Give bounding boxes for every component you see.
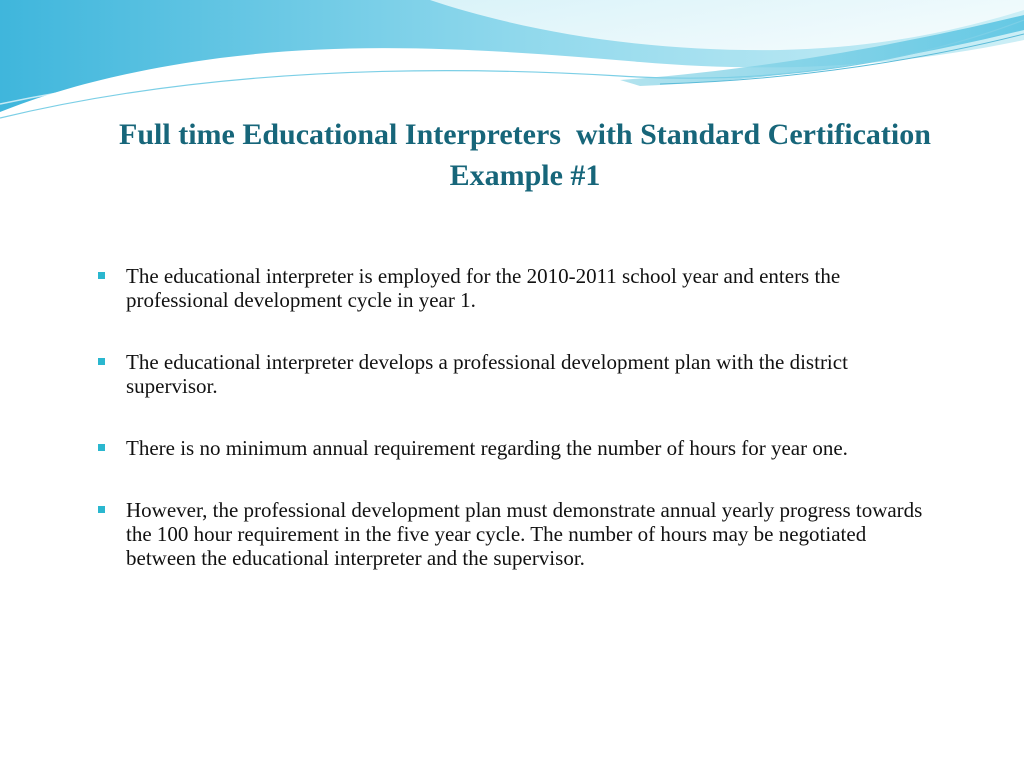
bullet-text: The educational interpreter is employed for the 2010-2011 school year and enters the professional development cycle in year 1. [126,264,841,312]
bullet-item [96,264,936,312]
square-bullet-icon [98,506,105,513]
square-bullet-icon [98,444,105,451]
bullet-item [96,436,936,460]
bullet-text: There is no minimum annual requirement regarding the number of hours for year one. [126,436,848,460]
bullet-text: The educational interpreter develops a professional development plan with the district supervisor. [126,350,848,398]
slide-title-line-1: Full time Educational Interpreters with Standard Certification [119,118,931,151]
square-bullet-icon [98,358,105,365]
slide-title [40,114,1010,196]
header-wave-decoration [0,0,1024,130]
bullet-item [96,350,936,398]
bullet-item [96,498,936,570]
square-bullet-icon [98,272,105,279]
bullet-list [96,264,936,608]
slide-title-line-2: Example #1 [449,159,601,192]
bullet-text: However, the professional development plan must demonstrate annual yearly progress towards the 100 hour requirement in the five year cycle. The number of hours may be negotiated between the educational interpreter and the supervisor. [126,498,923,570]
